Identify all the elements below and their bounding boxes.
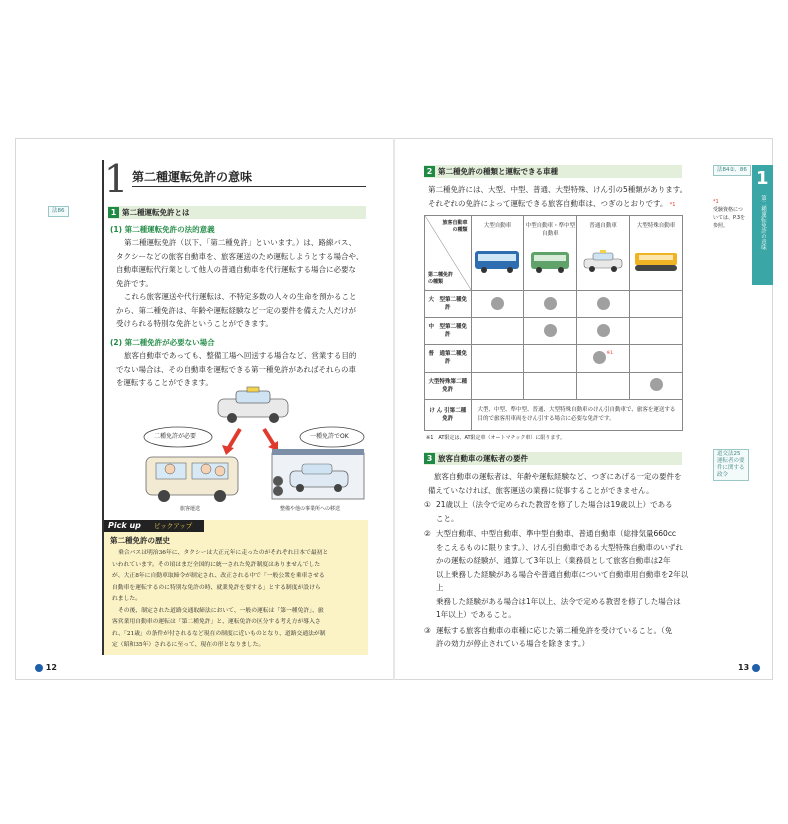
pickup-body [112, 548, 364, 652]
note-mark: *1 [669, 201, 676, 208]
pickup-box [104, 520, 368, 655]
body-line-text: それぞれの免許によって運転できる旅客自動車は、つぎのとおりです。 [428, 198, 668, 208]
body-line: 自動車運転代行業として他人の普通自動車を代行運転する場合に必要な [116, 265, 356, 274]
list-line: 許の効力が停止されている場合を除きます。） [436, 639, 590, 648]
bubble-left-text: 二種免許が必要 [154, 433, 197, 440]
tow-description: 大型、中型、準中型、普通、大型特殊自動車のけん引自動車で、旅客を運送する目的で旅客用車両をけん引する場合に必要な免許です。 [471, 399, 682, 430]
table-cell [577, 372, 630, 399]
taxi-icon [582, 248, 624, 274]
side-chapter-title: 第二種運転免許の意味 [760, 195, 766, 250]
allowed-mark [544, 297, 557, 310]
page-dot-icon [752, 664, 760, 672]
book-spine [393, 138, 395, 680]
section-3-title: 旅客自動車の運転者の要件 [438, 454, 528, 463]
subsection-1-title: (1) 第二種運転免許の法的意義 [110, 225, 215, 234]
pickup-line: その後、制定された道路交通取締法において、一般の運転は「第一種免許」、旅 [118, 607, 324, 614]
list-line: 運転する旅客自動車の車種に応じた第二種免許を受けていること。（免 [436, 625, 673, 635]
section-3-header [424, 452, 682, 465]
page-dot-icon [35, 664, 43, 672]
chapter-title: 第二種運転免許の意味 [132, 170, 253, 184]
chapter-underline [132, 186, 366, 187]
table-cell [577, 291, 630, 318]
vehicle-header-label: 大型特殊自動車 [636, 223, 676, 229]
margin-tag-law-mid: 道交法25 運転者の要件に関する政令 [713, 449, 749, 481]
table-cell [524, 345, 577, 372]
body-line: 受けられる特別な免許ということができます。 [116, 319, 273, 328]
table-cell [630, 345, 683, 372]
section-2-number: 2 [424, 166, 435, 177]
list-item [424, 498, 690, 525]
pickup-label-text: Pick up [108, 521, 141, 530]
vehicle-header-normal [577, 216, 630, 291]
corner-top-text: 旅客自動車の種類 [442, 220, 468, 233]
body-line: 旅客自動車であっても、整備工場へ回送する場合など、営業する目的 [124, 351, 357, 360]
table-corner [425, 216, 472, 291]
medium-bus-icon [530, 248, 570, 274]
vehicle-header-large [471, 216, 524, 291]
row-label-medium: 中 型第二種免許 [425, 318, 472, 345]
body-line: 備えていなければ、旅客運送の業務に従事することができません。 [428, 485, 654, 495]
pickup-line: 定（昭和35年）されるに至って、現在の形となりました。 [112, 642, 265, 648]
table-cell [630, 318, 683, 345]
left-page-number [35, 663, 57, 672]
right-page-number-text: 13 [738, 663, 750, 672]
subsection-2-body [116, 349, 368, 390]
allowed-mark [597, 324, 610, 337]
pickup-line: が、大正8年に自動車取締令が制定され、改正される中で「一般公衆を乗車させる [112, 573, 325, 579]
table-cell [524, 291, 577, 318]
row-label-normal: 普 通第二種免許 [425, 345, 472, 372]
bubble-right-text: 一種免許でOK [310, 433, 349, 440]
taxi-illustration-icon [140, 385, 370, 515]
table-footnote: ※1 AT限定は、AT限定車（オートマチック車）に限ります。 [426, 435, 565, 441]
allowed-mark [597, 297, 610, 310]
list-line: 以上乗務した経験がある場合や普通自動車について自動車用自動車を2年以上 [436, 569, 689, 592]
margin-note-mark: *1 [713, 199, 719, 205]
table-cell [471, 291, 524, 318]
side-chapter-tab [752, 165, 773, 285]
body-line: から、第二種免許は、年齢や運転経験など一定の要件を備えた人だけが [116, 305, 356, 315]
pickup-label-jp: ピックアップ [154, 522, 193, 530]
list-line: 乗務した経験がある場合は1年以上、法令で定める教習を修了した場合は [436, 596, 681, 606]
row-label-tow: け ん 引第二種免許 [425, 399, 472, 430]
table-cell [471, 345, 524, 372]
large-bus-icon [474, 248, 520, 274]
list-item-number: ① [424, 500, 431, 509]
list-item-body [436, 624, 672, 651]
table-cell [630, 291, 683, 318]
subsection-2-title: (2) 第二種免許が必要ない場合 [110, 338, 215, 347]
list-item [424, 624, 690, 651]
allowed-mark [544, 324, 557, 337]
body-line: でない場合は、その自動車を運転できる第一種免許があればそれらの車 [116, 364, 356, 374]
list-line: かの運転の経験が、通算して3年以上（業務員として旅客自動車は2年 [436, 556, 671, 565]
table-cell [630, 372, 683, 399]
license-vehicle-table [424, 215, 683, 431]
pickup-line: 乗合バスは明治36年に、タクシーは大正元年に走ったのがそれぞれ日本で最初と [118, 550, 329, 556]
list-item-number: ③ [424, 625, 431, 635]
section-1-number: 1 [108, 207, 119, 218]
table-cell [471, 372, 524, 399]
cell-note-mark: ※1 [606, 350, 613, 356]
margin-tag-law-top: 法84②、86 [713, 165, 751, 176]
margin-tag-law: 法86 [48, 206, 69, 217]
allowed-mark [593, 351, 606, 364]
allowed-mark [491, 297, 504, 310]
illustration-taxi-scenes [140, 385, 370, 515]
pickup-line: れ、「21歳」の条件が付されるなど現在の制度に近いものとなり、道路交通法が制 [112, 630, 326, 637]
subsection-1-body [116, 236, 368, 331]
body-line: タクシーなどの旅客自動車を、旅客運送のため運転しようとする場合や、 [116, 251, 364, 261]
corner-bottom-text: 第二種免許の種類 [428, 272, 454, 286]
table-cell [524, 372, 577, 399]
table-cell [577, 318, 630, 345]
list-line: 大型自動車、中型自動車、準中型自動車、普通自動車（総排気量660cc [436, 529, 677, 538]
list-line: こと。 [436, 513, 459, 523]
pickup-line: 客営業用自動車の運転は「第二種免許」と、運転免許の区分する考え方が導入さ [112, 619, 321, 625]
margin-note-text: 受験資格については、P.3を参照。 [713, 207, 746, 229]
body-line: 第二種免許には、大型、中型、普通、大型特殊、けん引の5種類があります。 [428, 185, 688, 194]
vehicle-header-label: 中型自動車・準中型自動車 [525, 223, 576, 237]
row-label-special: 大型特殊第二種免許 [425, 372, 472, 399]
vehicle-header-label: 普通自動車 [589, 223, 617, 229]
special-vehicle-icon [633, 248, 679, 274]
table-cell [577, 345, 630, 372]
vehicle-header-label: 大型自動車 [483, 223, 512, 229]
pickup-line: いわれています。その頃はまだ全国的に統一された免許制度はありませんでした [112, 561, 321, 568]
section-1-title: 第二種運転免許とは [122, 208, 190, 217]
section-3-intro [428, 470, 688, 497]
chapter-header [104, 157, 366, 202]
list-item-body [436, 527, 690, 622]
body-line [428, 197, 688, 213]
side-chapter-number: 1 [756, 168, 769, 189]
list-item [424, 527, 690, 622]
right-page-number [738, 663, 760, 672]
section-1-header [108, 206, 366, 219]
body-line: を運転することができます。 [116, 378, 213, 387]
left-page-number-text: 12 [45, 663, 57, 672]
body-line: これら旅客運送や代行運転は、不特定多数の人々の生命を預かること [124, 292, 357, 301]
list-line: 21歳以上（法令で定められた教習を修了した場合は19歳以上）である [436, 500, 673, 509]
list-line: 1年以上）であること。 [436, 610, 516, 619]
pickup-line: れました。 [112, 596, 141, 602]
table-cell [524, 318, 577, 345]
body-line: 旅客自動車の運転者は、年齢や運転経験など、つぎにあげる一定の要件を [434, 472, 682, 481]
chapter-number: 1 [104, 157, 129, 201]
section-2-body [428, 183, 688, 212]
section-2-header [424, 165, 682, 178]
requirement-list [424, 498, 690, 651]
row-label-large: 大 型第二種免許 [425, 291, 472, 318]
vehicle-header-medium [524, 216, 577, 291]
section-3-number: 3 [424, 453, 435, 464]
list-line: をこえるものに限ります。）、けん引自動車である大型特殊自動車のいずれ [436, 542, 683, 552]
table-cell [471, 318, 524, 345]
vehicle-header-special [630, 216, 683, 291]
list-item-number: ② [424, 529, 431, 538]
caption-right: 整備や他の事業所への移送 [280, 506, 341, 512]
list-item-body [436, 498, 673, 525]
caption-left: 旅客運送 [180, 506, 201, 512]
body-line: 免許です。 [116, 278, 153, 288]
body-line: 第二種運転免許（以下、「第二種免許」といいます。）は、路線バス、 [124, 238, 357, 247]
section-2-title: 第二種免許の種類と運転できる車種 [438, 167, 558, 176]
pickup-title: 第二種免許の歴史 [110, 536, 170, 545]
allowed-mark [650, 378, 663, 391]
pickup-line: 自動車を運転するのに特別な免許の時、就業免許を要する」とする制度が設けら [112, 584, 321, 591]
